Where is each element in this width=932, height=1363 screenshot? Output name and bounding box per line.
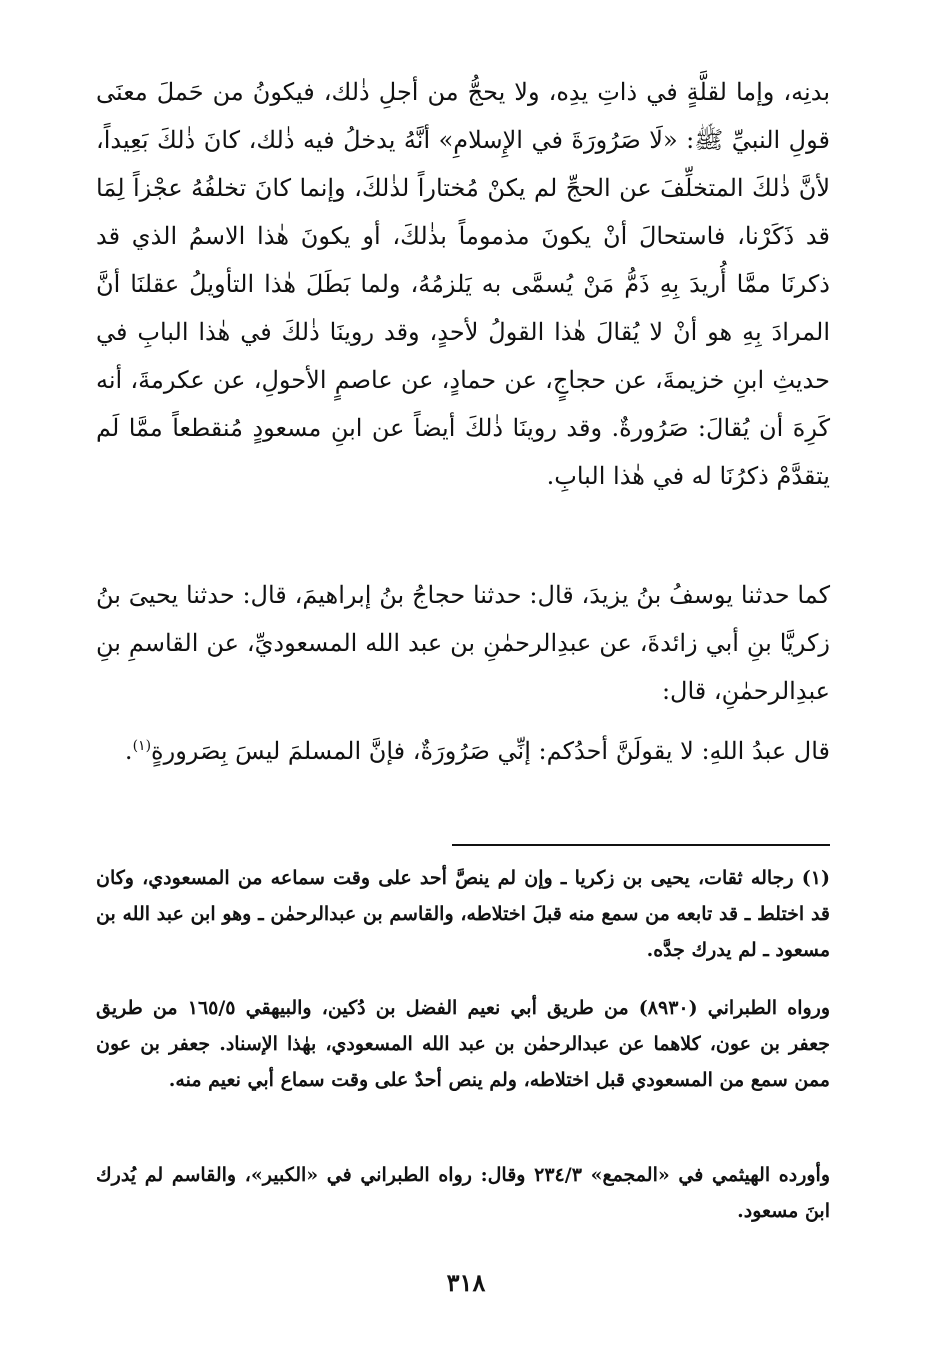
page-number: ٣١٨ xyxy=(446,1268,486,1297)
footnote-1: (١) رجاله ثقات، يحيى بن زكريا ـ وإن لم ينصَّ أحد على وقت سماعه من المسعودي، وكان قد اختلط ـ قد تابعه من سمع منه قبلَ اختلاطه، والقاسم بن عبدالرحمٰن ـ وهو ابن عبد الله بن مسعود ـ لم يدرك جدَّه. xyxy=(96,867,830,961)
footnote-separator xyxy=(452,844,830,846)
body-paragraph-3 xyxy=(96,722,830,775)
footnote-3: وأورده الهيثمي في «المجمع» ٢٣٤/٣ وقال: رواه الطبراني في «الكبير»، والقاسم لم يُدرك ابنَ مسعود. xyxy=(96,1164,830,1222)
hadith-end-punctuation: . xyxy=(124,737,133,765)
footnote-2: ورواه الطبراني (٨٩٣٠) من طريق أبي نعيم الفضل بن دُكين، والبيهقي ١٦٥/٥ من طريق جعفر بن عون، كلاهما عن عبدالرحمٰن بن عبد الله المسعودي، بهٰذا الإسناد. جعفر بن عون ممن سمع من المسعودي قبل اختلاطه، ولم ينص أحدٌ على وقت سماع أبي نعيم منه. xyxy=(96,997,831,1091)
footnote-reference: (١) xyxy=(132,738,152,754)
body-paragraph-1: بدنِه، وإما لقلَّةٍ في ذاتِ يدِه، ولا يحجُّ من أجلِ ذٰلك، فيكونُ من حَملَ معنَى قولِ النبيِّ ﷺ: «لَا صَرُورَةَ في الإِسلامِ» أنَّهُ يدخلُ فيه ذٰلك، كانَ ذٰلكَ بَعِيداً، لأنَّ ذٰلكَ المتخلِّفَ عن الحجِّ لم يكنْ مُختاراً لذٰلكَ، وإنما كانَ تخلفُهُ عجْزاً لِمَا قد ذَكَرْنا، فاستحالَ أنْ يكونَ مذموماً بذٰلكَ، أو يكونَ هٰذا الاسمُ الذي قد ذكرنَا ممَّا أُريدَ بِهِ ذَمُّ مَنْ يُسمَّى به يَلزمُهُ، ولما بَطَلَ هٰذا التأويلُ عقلنَا أنَّ المرادَ بِهِ هو أنْ لا يُقالَ هٰذا القولُ لأحدٍ، وقد روينَا ذٰلكَ في هٰذا البابِ في حديثِ ابنِ خزيمةَ، عن حجاجٍ، عن حمادٍ، عن عاصمٍ الأحولِ، عن عكرمةَ، أنه كَرِهَ أن يُقالَ: صَرُورةٌ. وقد روينَا ذٰلكَ أيضاً عن ابنِ مسعودٍ مُنقطعاً ممَّا لَم يتقدَّمْ ذكرُنَا له في هٰذا البابِ. xyxy=(96,78,831,490)
hadith-text: قال عبدُ اللهِ: لا يقولَنَّ أحدُكم: إنِّي صَرُورَةٌ، فإنَّ المسلمَ ليسَ بِصَرورةٍ xyxy=(151,737,830,765)
body-paragraph-2: كما حدثنا يوسفُ بنُ يزيدَ، قال: حدثنا حجاجُ بنُ إبراهيمَ، قال: حدثنا يحيىَ بنُ زكريَّا بنِ أبي زائدةَ، عن عبدِالرحمٰنِ بن عبد الله المسعوديِّ، عن القاسمِ بنِ عبدِالرحمٰنِ، قال: xyxy=(96,581,830,705)
